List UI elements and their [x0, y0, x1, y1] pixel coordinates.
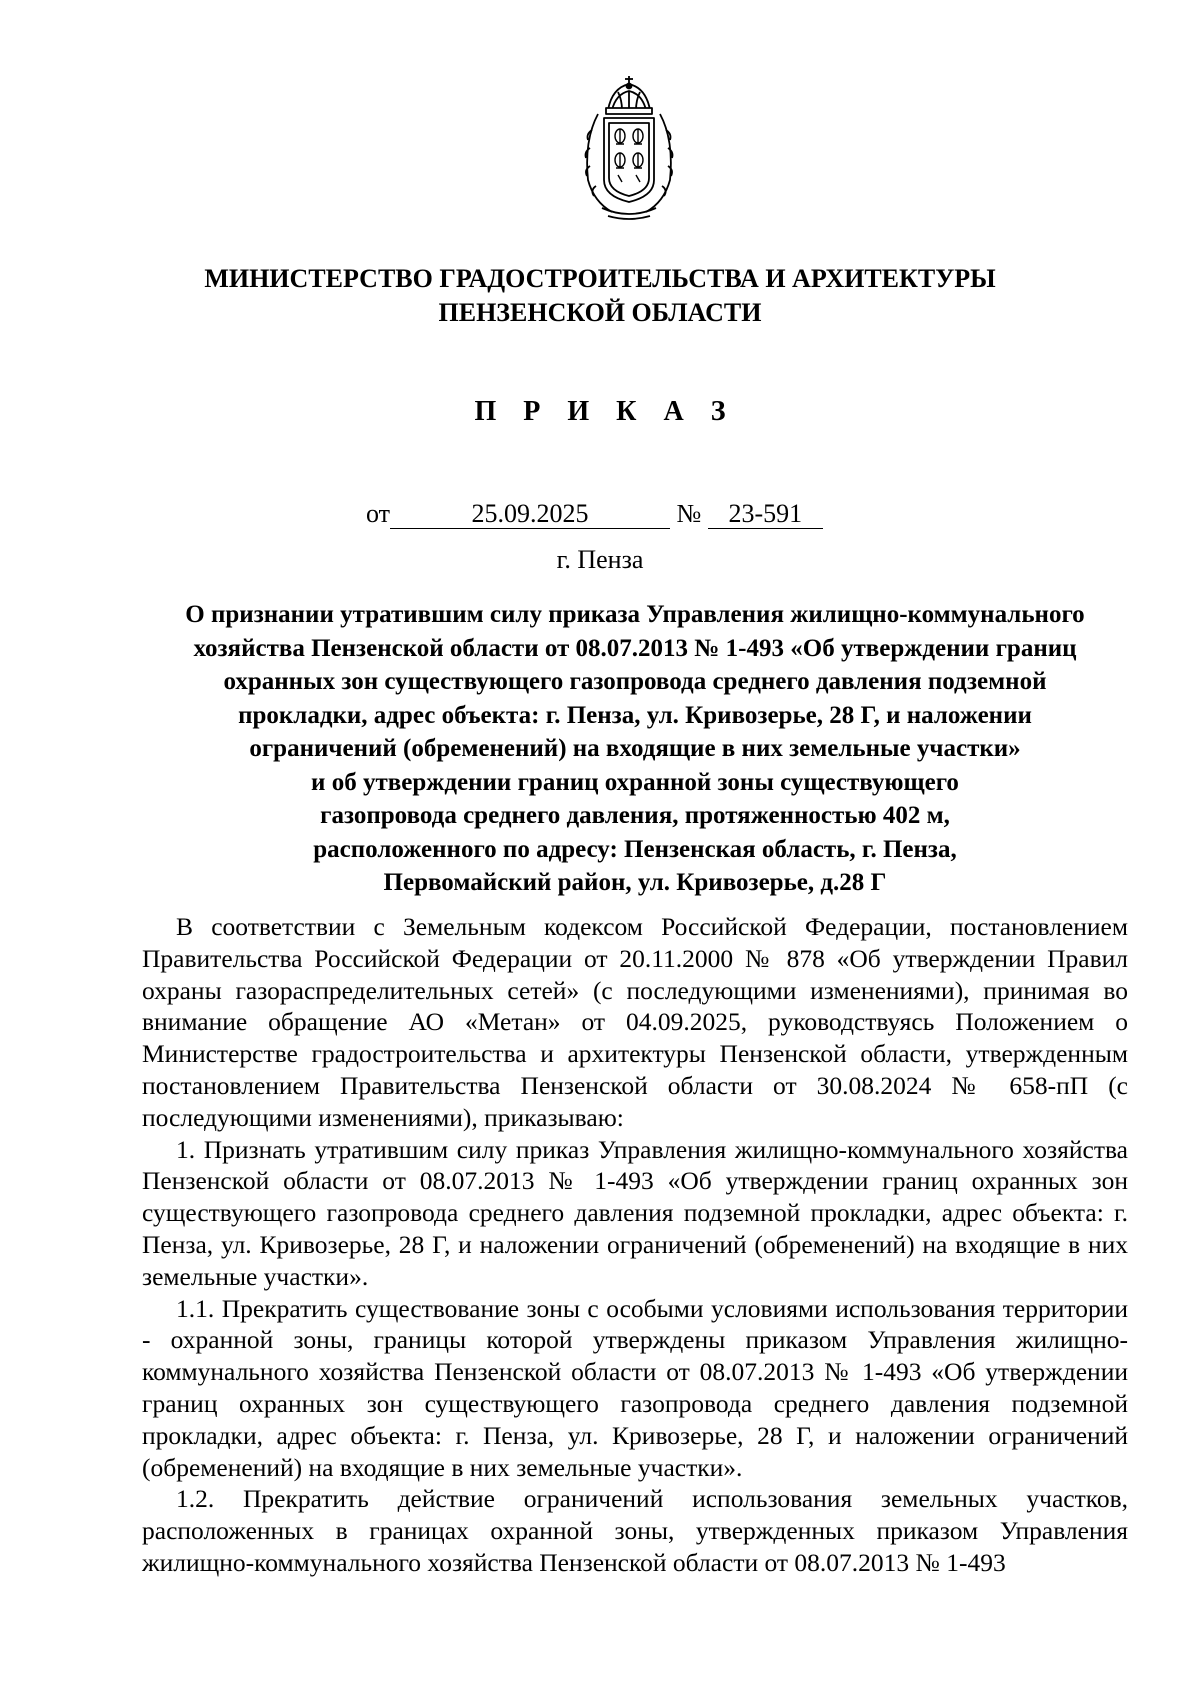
number-prefix: № — [676, 499, 702, 528]
coat-of-arms-icon — [578, 70, 680, 222]
subject-line: газопровода среднего давления, протяженностью 402 м, — [320, 802, 950, 829]
subject-line: расположенного по адресу: Пензенская область, г. Пенза, — [313, 835, 957, 863]
date-number-line — [366, 498, 823, 530]
city: г. Пенза — [556, 545, 644, 574]
item-1-paragraph: 1. Признать утратившим силу приказ Управления жилищно-коммунального хозяйства Пензенской области от 08.07.2013 № 1-493 «Об утверждении границ охранных зон существующего газопровода среднего давления подземной прокладки, адрес объекта: г. Пенза, ул. Кривозерье, 28 Г, и наложении ограничений (обременений) на входящие в них земельные участки». — [142, 1134, 1128, 1291]
subject-line: О признании утратившим силу приказа Управления жилищно-коммунального — [185, 601, 1085, 628]
subject-line: ограничений (обременений) на входящие в них земельные участки» — [249, 735, 1021, 762]
document-type-title: П Р И К А З — [474, 396, 736, 427]
item-1-1-paragraph: 1.1. Прекратить существование зоны с особыми условиями использования территории - охранной зоны, границы которой утверждены приказом Управления жилищно-коммунального хозяйства Пензенской области от 08.07.2013 № 1-493 «Об утверждении границ охранных зон существующего газопровода среднего давления подземной прокладки, адрес объекта: г. Пенза, ул. Кривозерье, 28 Г, и наложении ограничений (обременений) на входящие в них земельные участки». — [142, 1293, 1128, 1482]
order-date: 25.09.2025 — [390, 500, 670, 529]
subject-line: прокладки, адрес объекта: г. Пенза, ул. Кривозерье, 28 Г, и наложении — [238, 701, 1032, 729]
ministry-name-line-1: МИНИСТЕРСТВО ГРАДОСТРОИТЕЛЬСТВА И АРХИТЕКТУРЫ — [204, 264, 996, 293]
subject-line: и об утверждении границ охранной зоны существующего — [311, 768, 959, 796]
order-body — [142, 911, 1128, 1579]
ministry-name-line-2: ПЕНЗЕНСКОЙ ОБЛАСТИ — [438, 298, 762, 327]
order-number: 23-591 — [708, 500, 823, 529]
subject-line: хозяйства Пензенской области от 08.07.2013 № 1-493 «Об утверждении границ — [193, 634, 1077, 662]
order-subject — [140, 598, 1130, 900]
subject-line: охранных зон существующего газопровода среднего давления подземной — [223, 668, 1047, 695]
date-prefix: от — [366, 499, 391, 528]
item-1-2-paragraph: 1.2. Прекратить действие ограничений использования земельных участков, расположенных в границах охранной зоны, утвержденных приказом Управления жилищно-коммунального хозяйства Пензенской области от 08.07.2013 № 1-493 — [142, 1484, 1128, 1577]
subject-line: Первомайский район, ул. Кривозерье, д.28 Г — [383, 869, 887, 896]
preamble-paragraph: В соответствии с Земельным кодексом Российской Федерации, постановлением Правительства Российской Федерации от 20.11.2000 № 878 «Об утверждении Правил охраны газораспределительных сетей» (с последующими изменениями), принимая во внимание обращение АО «Метан» от 04.09.2025, руководствуясь Положением о Министерстве градостроительства и архитектуры Пензенской области, утвержденным постановлением Правительства Пензенской области от 30.08.2024 № 658-пП (с последующими изменениями), приказываю: — [142, 912, 1128, 1132]
